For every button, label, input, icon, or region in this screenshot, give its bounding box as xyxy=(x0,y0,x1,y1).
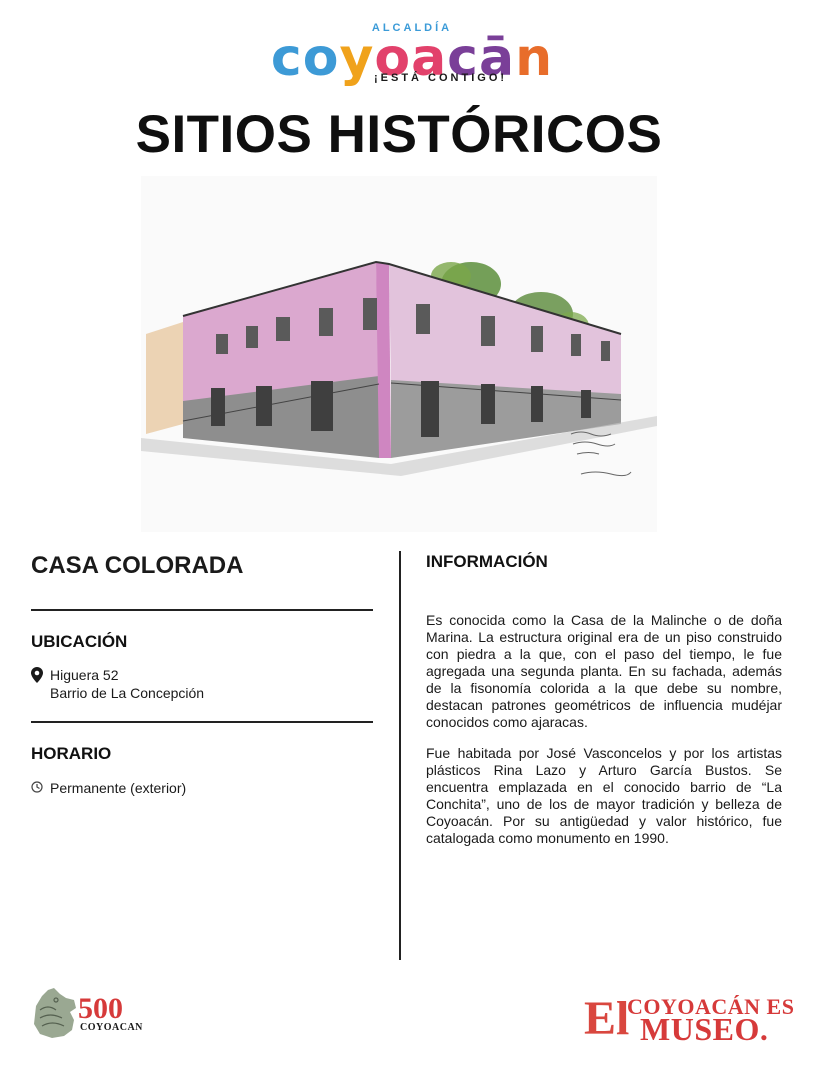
logo-500-coyoacan xyxy=(30,984,145,1042)
museo-logo-line2: MUSEO. xyxy=(640,1011,769,1047)
logo-letter: n xyxy=(515,28,554,88)
address-line-1: Higuera 52 xyxy=(50,667,119,683)
logo-letter: a xyxy=(411,28,448,88)
page-title: SITIOS HISTÓRICOS xyxy=(135,105,663,164)
section-divider xyxy=(31,609,373,611)
ubicacion-heading: UBICACIÓN xyxy=(31,632,128,651)
column-divider xyxy=(399,551,401,960)
horario-heading: HORARIO xyxy=(31,744,112,763)
logo-500-name: COYOACAN xyxy=(80,1022,143,1033)
address xyxy=(50,666,204,702)
clock-icon xyxy=(31,780,43,798)
info-paragraph-2: Fue habitada por José Vasconcelos y por los artistas plásticos Rina Lazo y Arturo García Bustos. Se encuentra emplazada en el conocido barrio de “La Conchita”, uno de los de mayor tradición y belleza de Coyoacán. Por su antigüedad y valor histórico, fue catalogada como monumento en 1990. xyxy=(426,745,782,846)
logo-letter: ā xyxy=(479,28,516,88)
section-divider xyxy=(31,721,373,723)
schedule-text: Permanente (exterior) xyxy=(50,780,187,796)
logo-letter: o xyxy=(302,28,340,88)
logo-letter: c xyxy=(447,28,479,88)
logo-letter: c xyxy=(270,28,303,88)
logo-tagline: ¡ESTÁ CONTIGO! xyxy=(374,72,508,84)
logo-500-number: 500 xyxy=(78,992,123,1025)
site-name: CASA COLORADA xyxy=(31,552,244,579)
informacion-heading: INFORMACIÓN xyxy=(426,552,548,571)
museo-logo-el: El xyxy=(584,992,630,1045)
logo-alcaldia-label: ALCALDÍA xyxy=(371,22,453,34)
casa-colorada-illustration xyxy=(141,176,657,532)
museo-logo-line1: COYOACÁN ES xyxy=(627,994,795,1019)
address-line-2: Barrio de La Concepción xyxy=(50,685,205,701)
info-paragraph-1: Es conocida como la Casa de la Malinche o de doña Marina. La estructura original era de un piso construido con piedra a la que, con el paso del tiempo, le fue agregada una segunda planta. En su fachada, además de la fisonomía colorida a la que debe su nombre, destacan patrones geométricos de influencia mudéjar conocidos como ajaracas. xyxy=(426,612,782,730)
logo-letter: o xyxy=(374,28,412,88)
map-pin-icon xyxy=(31,667,43,688)
logo-letter: y xyxy=(339,28,375,88)
